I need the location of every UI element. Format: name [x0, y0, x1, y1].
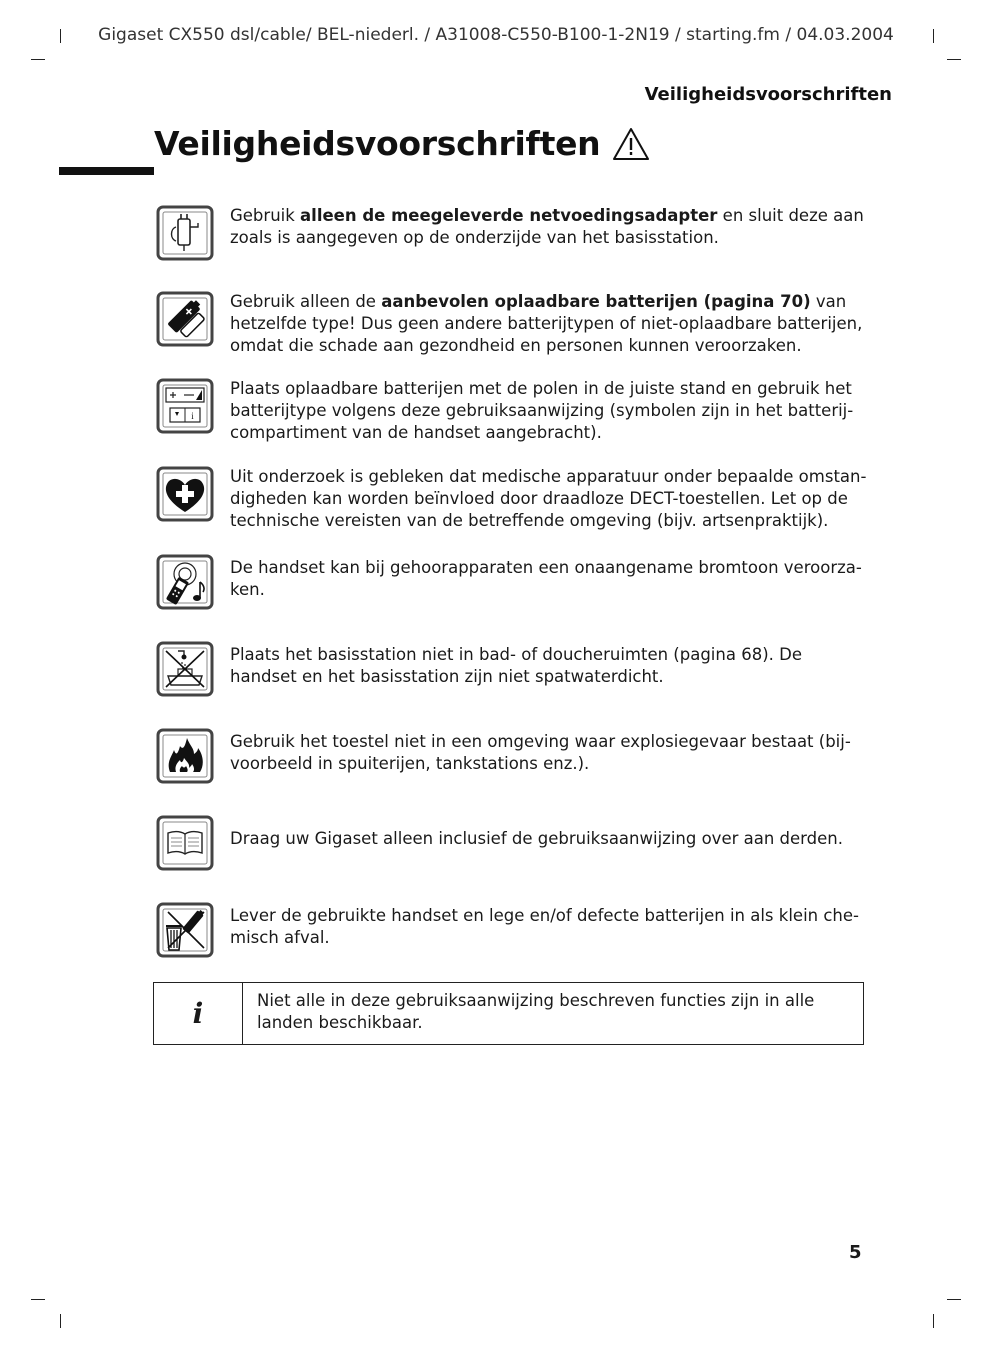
explosion-fire-icon — [156, 728, 214, 784]
safety-item-text: Gebruik alleen de aanbevolen oplaadbare batterijen (pagina 70) van hetzelfde type! Dus geen andere batterijtypen of niet-oplaadbare batterijen, omdat die schade aan gezondheid en personen kunnen veroorzaken. — [230, 292, 863, 355]
crop-mark — [947, 1299, 961, 1300]
svg-text:i: i — [191, 411, 194, 421]
no-water-icon — [156, 641, 214, 697]
battery-polarity-icon — [156, 378, 214, 434]
crop-mark — [60, 1314, 61, 1328]
page-title — [154, 124, 650, 163]
running-section-header: Veiligheidsvoorschriften — [644, 84, 892, 105]
battery-icon — [156, 291, 214, 347]
crop-mark — [933, 1314, 934, 1328]
safety-item-text: Plaats oplaadbare batterijen met de polen in de juiste stand en gebruik het batterijtype volgens deze gebruiksaanwijzing (symbolen zijn in het batterijcompartiment van de handset aangebracht). — [230, 379, 854, 442]
safety-item-text: Draag uw Gigaset alleen inclusief de gebruiksaanwijzing over aan derden. — [230, 829, 843, 848]
power-adapter-icon — [156, 205, 214, 261]
safety-item-text: Gebruik het toestel niet in een omgeving waar explosiegevaar bestaat (bijvoorbeeld in spuiterijen, tankstations enz.). — [230, 732, 851, 773]
crop-mark — [31, 59, 45, 60]
warning-triangle-icon — [612, 127, 650, 161]
page-title-text: Veiligheidsvoorschriften — [154, 124, 601, 163]
safety-item-text: Gebruik alleen de meegeleverde netvoedingsadapter en sluit deze aan zoals is aangegeven op de onderzijde van het basisstation. — [230, 206, 864, 247]
crop-mark — [947, 59, 961, 60]
safety-item-text: Plaats het basisstation niet in bad- of doucheruimten (pagina 68). De handset en het basisstation zijn niet spatwaterdicht. — [230, 645, 802, 686]
safety-item-text: Uit onderzoek is gebleken dat medische apparatuur onder bepaalde omstandigheden kan worden beïnvloed door draadloze DECT-toestellen. Let op de technische vereisten van de betreffende omgeving (bijv. artsenpraktijk). — [230, 467, 867, 530]
document-meta-header: Gigaset CX550 dsl/cable/ BEL-niederl. / A31008-C550-B100-1-2N19 / starting.fm / 04.03.2004 — [98, 25, 894, 45]
title-rule — [59, 167, 154, 175]
crop-mark — [31, 1299, 45, 1300]
manual-book-icon — [156, 815, 214, 871]
info-icon: i — [154, 983, 243, 1044]
page-number: 5 — [849, 1242, 862, 1263]
medical-heart-icon — [156, 466, 214, 522]
hearing-aid-icon — [156, 554, 214, 610]
safety-item-text: Lever de gebruikte handset en lege en/of defecte batterijen in als klein chemisch afval. — [230, 906, 860, 947]
waste-bin-icon — [156, 902, 214, 958]
info-note-text: Niet alle in deze gebruiksaanwijzing beschreven functies zijn in alle landen beschikbaar. — [257, 991, 815, 1032]
info-note-box — [153, 982, 864, 1045]
safety-item-text: De handset kan bij gehoorapparaten een onaangename bromtoon veroorzaken. — [230, 558, 862, 599]
